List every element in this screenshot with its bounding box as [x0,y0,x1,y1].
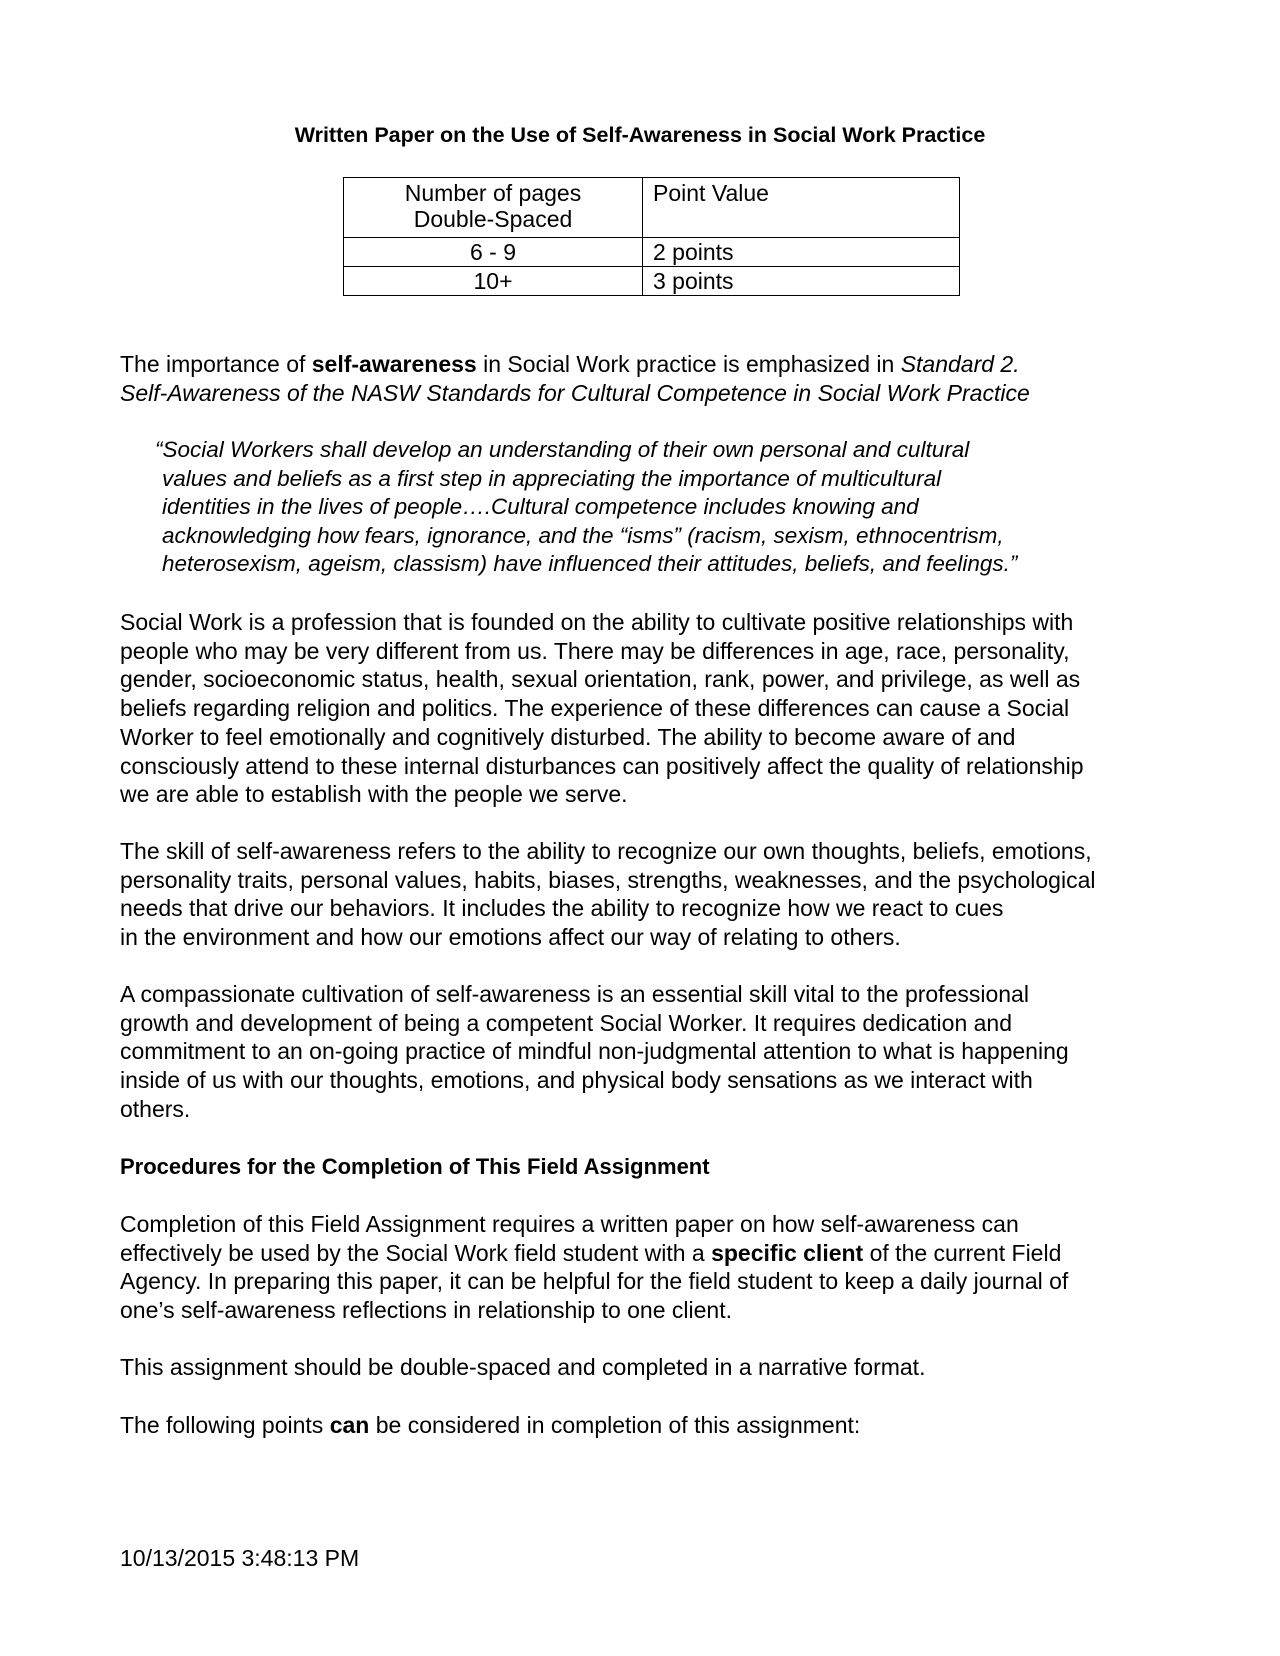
table-cell-pages: 6 - 9 [344,238,643,267]
paragraph-line: Agency. In preparing this paper, it can be helpful for the field student to keep a daily journal of [120,1268,1069,1295]
paragraph-line: one’s self-awareness reflections in relationship to one client. [120,1297,732,1324]
paragraph-line: personality traits, personal values, habits, biases, strengths, weaknesses, and the psychological [120,866,1096,893]
points-bold-can: can [329,1412,370,1438]
table-row [344,267,960,296]
completion-text-b: of the current Field [863,1239,1062,1266]
paragraph-line: Worker to feel emotionally and cognitively disturbed. The ability to become aware of and [120,723,1016,750]
table-header-points: Point Value [643,178,960,238]
points-text-1: The following points [120,1412,330,1438]
completion-bold-client: specific client [711,1239,864,1266]
paragraph-social-work [120,608,1180,809]
quote-line: identities in the lives of people….Cultural competence includes knowing and [162,494,919,519]
page-title: Written Paper on the Use of Self-Awareness in Social Work Practice [294,123,986,147]
quote-line: heterosexism, ageism, classism) have influenced their attitudes, beliefs, and feelings.” [162,551,1018,576]
paragraph-line: The skill of self-awareness refers to the ability to recognize our own thoughts, beliefs, emotions, [120,838,1092,864]
table-header-pages-line2: Double-Spaced [413,206,573,232]
intro-italic-1: Standard 2. [900,351,1020,377]
points-table [343,177,960,296]
table-header-row [344,178,960,238]
intro-bold-term: self-awareness [311,351,477,377]
intro-line-1 [120,350,1180,379]
quote-line: acknowledging how fears, ignorance, and the “isms” (racism, sexism, ethnocentrism, [162,522,1004,548]
paragraph-line: commitment to an on-going practice of mindful non-judgmental attention to what is happening [120,1038,1069,1065]
table-row [344,238,960,267]
completion-text-a: effectively be used by the Social Work field student with a [120,1239,712,1266]
nasw-quote [155,436,1135,579]
paragraph-completion [120,1210,1180,1325]
points-text-2: be considered in completion of this assignment: [369,1412,861,1438]
paragraph-line: beliefs regarding religion and politics. The experience of these differences can cause a Social [120,695,1070,722]
procedures-heading: Procedures for the Completion of This Field Assignment [120,1154,710,1179]
paragraph-line: consciously attend to these internal disturbances can positively affect the quality of relationship [120,752,1084,779]
table-cell-points: 3 points [643,267,960,296]
paragraph-line: Social Work is a profession that is founded on the ability to cultivate positive relationships with [120,609,1074,635]
paragraph-line: needs that drive our behaviors. It includes the ability to recognize how we react to cues [120,895,1004,922]
intro-text-1: The importance of [120,351,312,377]
paragraph-compassionate [120,980,1180,1124]
table-cell-points: 2 points [643,238,960,267]
paragraph-line: we are able to establish with the people we serve. [120,781,628,808]
paragraph-line: inside of us with our thoughts, emotions, and physical body sensations as we interact with [120,1067,1033,1094]
quote-line: values and beliefs as a first step in appreciating the importance of multicultural [162,465,942,491]
paragraph-line: others. [120,1095,191,1122]
paragraph-line: gender, socioeconomic status, health, sexual orientation, rank, power, and privilege, as well as [120,666,1081,693]
paragraph-line: in the environment and how our emotions affect our way of relating to others. [120,924,901,951]
intro-italic-2: Self-Awareness of the NASW Standards for Cultural Competence in Social Work Practice [120,379,1030,406]
paragraph-line [120,1239,1180,1268]
paragraph-skill [120,837,1180,952]
paragraph-line: people who may be very different from us. There may be differences in age, race, personality, [120,637,1070,664]
paragraph-line: Completion of this Field Assignment requires a written paper on how self-awareness can [120,1211,1019,1237]
quote-line: “Social Workers shall develop an understanding of their own personal and cultural [155,437,970,462]
footer-timestamp: 10/13/2015 3:48:13 PM [120,1545,360,1571]
intro-text-2: in Social Work practice is emphasized in [476,351,901,377]
paragraph-line: A compassionate cultivation of self-awareness is an essential skill vital to the professional [120,981,1029,1007]
intro-paragraph [120,350,1180,407]
paragraph-points [120,1411,1180,1440]
table-header-pages [344,178,643,238]
paragraph-line: growth and development of being a competent Social Worker. It requires dedication and [120,1009,1013,1036]
table-cell-pages: 10+ [344,267,643,296]
table-header-pages-line1: Number of pages [404,180,582,206]
paragraph-format: This assignment should be double-spaced and completed in a narrative format. [120,1354,926,1380]
